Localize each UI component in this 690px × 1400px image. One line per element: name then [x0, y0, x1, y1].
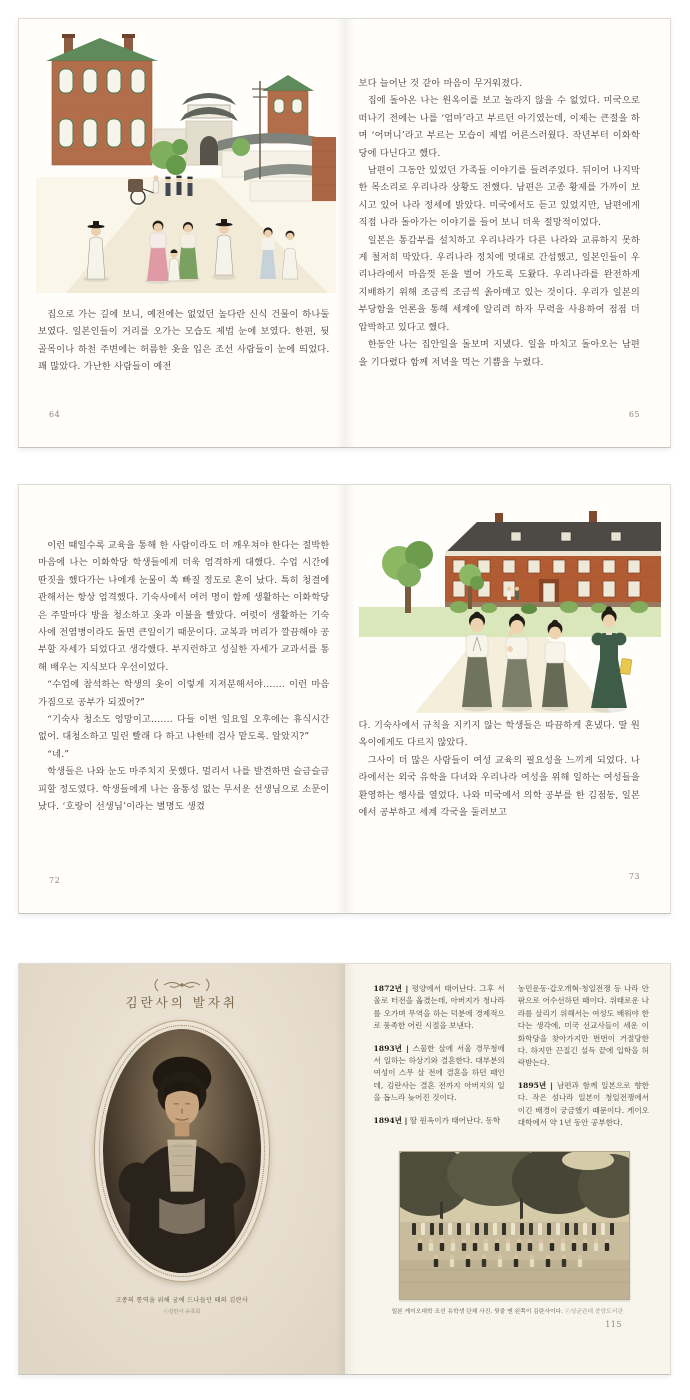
page-64 — [19, 19, 345, 447]
paragraph: 그사이 더 많은 사람들이 여성 교육의 필요성을 느끼게 되었다. 나라에서는 외국 유학을 다녀와 우리나라 여성을 위해 일하는 여성들을 환영하는 행사를 열었다. 나와 미국에서 의학 공부를 한 김점동, 일본에서 공부하고 세계 각국을 둘러보고 — [358, 754, 640, 819]
timeline-continuation — [518, 983, 649, 1070]
people-row-back — [411, 1219, 613, 1236]
paragraph: 다. 기숙사에서 규칙을 지키지 않는 학생들은 따끔하게 혼냈다. 딸 원옥이에게도 다르지 않았다. — [358, 720, 640, 749]
page-72 — [19, 485, 345, 913]
spread-3 — [18, 963, 671, 1375]
spread-2 — [18, 484, 671, 914]
timeline-column-2 — [518, 983, 649, 1139]
page-72-text — [38, 537, 330, 816]
portrait-credit: ⓒ김란사 유족회 — [163, 1309, 201, 1315]
portrait-caption: 고종의 통역을 위해 궁에 드나들던 때의 김란사 — [115, 1297, 249, 1304]
portrait-figure — [103, 1029, 261, 1273]
caption-text: 일본 게이오대학 조선 유학생 단체 사진. 뒷줄 맨 왼쪽이 김란사이다. — [391, 1309, 564, 1315]
timeline-entry — [374, 1043, 505, 1105]
kim-ransa-portrait-photo — [103, 1029, 261, 1273]
page-number-64: 64 — [49, 410, 61, 419]
timeline-entry — [374, 983, 505, 1033]
paragraph: 집에 돌아온 나는 원옥이를 보고 놀라지 않을 수 없었다. 미국으로 떠나기 전에는 나를 ‘엄마’라고 부르던 아기였는데, 이제는 큰절을 하며 ‘어머니’라고 부르는 모습이 제법 어른스러웠다. 작년부터 이화학당에 다닌다고 했다. — [358, 95, 640, 159]
paragraph: 남편이 그동안 있었던 가족들 이야기를 들려주었다. 뒤이어 나지막한 목소리로 우리나라 상황도 전했다. 남편은 고종 황제를 가까이 보시고 있어 나라 정세에 밝았다. 미국에서도 듣고 있었지만, 남편에게 직접 나라 돌아가는 이야기를 들어 보니 더욱 절망적이었다. — [358, 165, 640, 229]
paragraph: 이런 때일수록 교육을 통해 한 사람이라도 더 깨우쳐야 한다는 절박한 마음에 나는 이화학당 학생들에게 더욱 엄격하게 대했다. 수업 시간에 딴짓을 했다가는 나에게 눈물이 쏙 빠질 정도로 혼이 났다. 특히 청결에 관해서는 항상 엄격했다. 기숙사에서 여러 명이 함께 생활하는 이화학당은 주말마다 방을 청소하고 옷과 이불을 빨았다. 여럿이 생활하는 기숙사에 전염병이라도 돌면 큰일이기 때문이다. 교복과 머리가 깔끔해야 공부할 자세가 되었다고 생각했다. 부지런하고 성실한 자세가 교과서를 통해 배우는 지식보다 우선이었다. — [38, 540, 330, 673]
flourish-ornament-icon — [146, 977, 218, 993]
page-number-65: 65 — [628, 410, 640, 419]
paragraph: 한동안 나는 집안일을 돌보며 지냈다. 일을 마치고 돌아오는 남편을 기다렸다 함께 저녁을 먹는 기쁨을 누렸다. — [358, 339, 640, 368]
group-photo-image — [400, 1152, 629, 1299]
timeline-text: 평양에서 태어난다. 그후 서울로 터전을 옮겼는데, 아버지가 청나라를 오가며 무역을 하는 덕분에 경제적으로 풍족한 어린 시절을 보낸다. — [373, 984, 505, 1031]
dialogue: “수업에 참석하는 학생의 옷이 이렇게 지저분해서야……. 이런 마음가짐으로 공부가 되겠어?” — [38, 679, 330, 708]
group-photo-caption — [353, 1306, 663, 1315]
timeline-entry — [374, 1115, 505, 1127]
page-65-text — [359, 75, 641, 371]
section-title: 김란사의 발자취 — [125, 995, 238, 1010]
paragraph: 집으로 가는 길에 보니, 예전에는 없었던 높다란 신식 건물이 하나둘 보였다. 일본인들이 거리를 오가는 모습도 제법 눈에 보였다. 한편, 뒷골목이나 하천 주변에는 허름한 옷을 입은 조선 사람들이 눈에 띄었다. 꽤 많았다. 가난한 사람들이 예전 — [38, 309, 330, 373]
page-65 — [345, 19, 671, 447]
spread-1 — [18, 18, 671, 448]
paragraph: 학생들은 나와 눈도 마주치지 못했다. 멀리서 나를 발견하면 슬금슬금 피할 정도였다. 학생들에게 나는 융통성 없는 무서운 선생님으로 소문이 났다. ‘호랑이 선생님’이라는 별명도 생겼 — [38, 766, 330, 813]
page-73 — [345, 485, 671, 913]
ewha-school-illustration — [359, 511, 661, 713]
dialogue: “네.” — [47, 748, 70, 760]
timeline-year: 1894년 | — [373, 1115, 408, 1125]
page-number-73: 73 — [628, 872, 640, 881]
timeline-year: 1872년 | — [373, 984, 409, 993]
paragraph: 보다 늘어난 것 같아 마음이 무거워졌다. — [358, 78, 523, 89]
timeline-text: 딸 원옥이가 태어난다. 동학 — [409, 1115, 501, 1125]
divider-page — [19, 964, 345, 1374]
paragraph: 일본은 통감부를 설치하고 우리나라가 다른 나라와 교류하지 못하게 철저히 막았다. 우리나라 정치에 멋대로 간섭했고, 일본인들이 우리나라에서 마음껏 돈을 벌어 가도록 도왔다. 우리나라를 완전하게 지배하기 위해 조금씩 조금씩 옭아매고 있는 것이다. 우리가 일본의 부당함을 언론을 통해 세계에 알리려 하자 무력을 사용하여 점점 더 압박하고 있다고 했다. — [358, 234, 640, 333]
street-scene-illustration — [36, 29, 336, 293]
timeline-entry — [518, 1080, 649, 1130]
group-photo — [399, 1151, 630, 1300]
caption-credit: ⓒ성균관대 중앙도서관 — [564, 1309, 623, 1315]
page-number-115: 115 — [605, 1320, 622, 1329]
timeline-year: 1895년 | — [517, 1080, 554, 1090]
timeline-text: 남편과 함께 일본으로 향한다. 작은 섬나라 일본이 청일전쟁에서 이긴 배경이 궁금했기 때문이다. 게이오대학에서 약 1년 동안 공부한다. — [517, 1080, 649, 1128]
oval-photo-inner-frame — [99, 1025, 265, 1277]
page-64-text — [38, 306, 330, 376]
page-73-text — [359, 717, 641, 821]
timeline-text: 스물한 살에 서울 경무청에서 일하는 하상기와 결혼한다. 대부분의 여성이 스무 살 전에 결혼을 하던 때인데, 김란사는 결혼 전까지 아버지의 일을 돕느라 늦어진 것이다. — [373, 1043, 505, 1103]
page-number-72: 72 — [49, 876, 61, 885]
page-115 — [345, 964, 671, 1374]
timeline-year: 1893년 | — [373, 1043, 409, 1053]
timeline-column-1 — [374, 983, 505, 1139]
timeline — [374, 983, 650, 1139]
timeline-text: 농민운동·갑오개혁·청일전쟁 등 나라 안팎으로 어수선하던 때이다. 위태로운 나라를 살리기 위해서는 여성도 배워야 한다는 생각에, 미국 선교사들이 세운 이화학당을 찾아가지만 번번이 거절당한다. 하지만 끈질긴 설득 끝에 입학을 허락받는다. — [517, 984, 649, 1068]
oval-photo-frame — [94, 1020, 270, 1282]
dialogue: “기숙사 청소도 엉망이고……. 다들 이번 일요일 오후에는 휴식시간 없어. 대청소하고 밀린 빨래 다 하고 나한테 검사 맡도록. 알았지?” — [38, 714, 330, 743]
